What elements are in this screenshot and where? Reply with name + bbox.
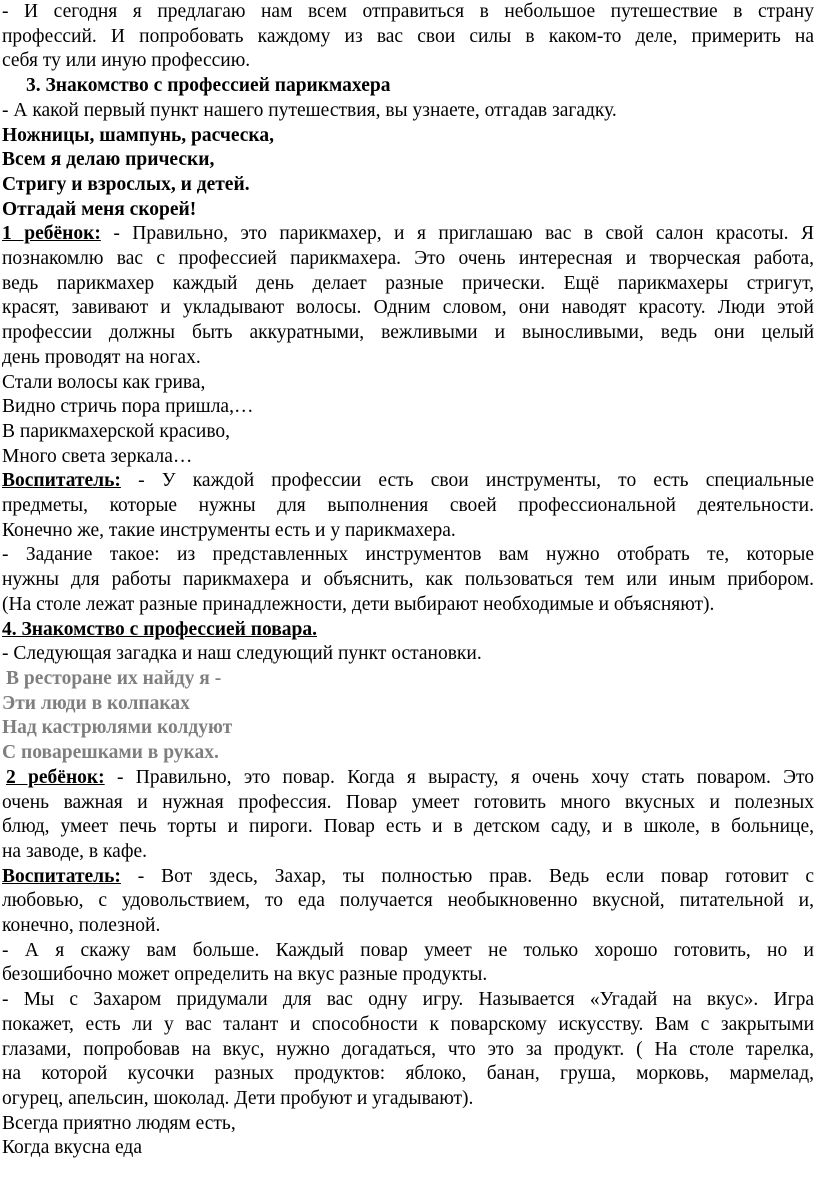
child1-line: красят, завивают и укладывают волосы. Одним словом, они наводят красоту. Люди этой bbox=[2, 297, 814, 319]
poem2-line: Всегда приятно людям есть, bbox=[2, 1112, 236, 1134]
task-line: нужны для работы парикмахера и объяснить, как пользоваться тем или иным прибором. bbox=[2, 569, 814, 591]
riddle2-line: Над кастрюлями колдуют bbox=[2, 717, 233, 739]
child1-line: ведь парикмахер каждый день делает разные прически. Ещё парикмахеры стригут, bbox=[2, 272, 814, 294]
game-line: - Мы с Захаром придумали для вас одну игру. Называется «Угадай на вкус». Игра bbox=[2, 989, 814, 1011]
teacher1-line: Конечно же, такие инструменты есть и у парикмахера. bbox=[2, 519, 456, 541]
riddle1-line: Ножницы, шампунь, расческа, bbox=[2, 124, 275, 146]
child2-line: блюд, умеет печь торты и пироги. Повар есть и в детском саду, и в школе, в больнице, bbox=[2, 816, 814, 838]
child2-line: на заводе, в кафе. bbox=[2, 840, 147, 862]
child2-first-line bbox=[2, 766, 814, 791]
intro-line: - И сегодня я предлагаю нам всем отправиться в небольшое путешествие в страну bbox=[2, 1, 814, 22]
poem1-line: Видно стричь пора пришла,… bbox=[2, 396, 254, 418]
teacher1-first-line bbox=[2, 469, 814, 494]
teacher1-label: Воспитатель: bbox=[2, 470, 121, 492]
teacher2-label: Воспитатель: bbox=[2, 865, 121, 887]
section4-question: - Следующая загадка и наш следующий пункт остановки. bbox=[2, 643, 482, 665]
riddle1-line: Отгадай меня скорей! bbox=[2, 198, 197, 220]
intro-line: себя ту или иную профессию. bbox=[2, 50, 251, 72]
teacher1-line: предметы, которые нужны для выполнения своей профессиональной деятельности. bbox=[2, 495, 814, 517]
more-line: - А я скажу вам больше. Каждый повар умеет не только хорошо готовить, но и bbox=[2, 939, 814, 961]
riddle1-line: Стригу и взрослых, и детей. bbox=[2, 173, 250, 195]
child1-first-line bbox=[2, 222, 814, 247]
task-line: (На столе лежат разные принадлежности, дети выбирают необходимые и объясняют). bbox=[2, 593, 715, 615]
child1-line: познакомлю вас с профессией парикмахера. Это очень интересная и творческая работа, bbox=[2, 248, 814, 270]
teacher2-first-line bbox=[2, 865, 814, 890]
game-line: огурец, апельсин, шоколад. Дети пробуют и угадывают). bbox=[2, 1087, 474, 1109]
section4-heading: 4. Знакомство с профессией повара. bbox=[2, 618, 317, 640]
intro-line: профессий. И попробовать каждому из вас свои силы в каком-то деле, примерить на bbox=[2, 25, 814, 47]
riddle2-line: Эти люди в колпаках bbox=[2, 692, 190, 714]
child2-label: 2 ребёнок: bbox=[6, 766, 105, 788]
game-line: покажет, есть ли у вас талант и способности к поварскому искусству. Вам с закрытыми bbox=[2, 1013, 814, 1035]
game-line: на которой кусочки разных продуктов: яблоко, банан, груша, морковь, мармелад, bbox=[2, 1063, 814, 1085]
child1-line: профессии должны быть аккуратными, вежливыми и выносливыми, ведь они целый bbox=[2, 322, 814, 344]
child2-text: - Правильно, это повар. Когда я вырасту, я очень хочу стать поваром. Это bbox=[104, 766, 815, 788]
child2-line: очень важная и нужная профессия. Повар умеет готовить много вкусных и полезных bbox=[2, 791, 814, 813]
game-line: глазами, попробовав на вкус, нужно догадаться, что это за продукт. ( На столе тарелка, bbox=[2, 1038, 814, 1060]
section3-question: - А какой первый пункт нашего путешествия, вы узнаете, отгадав загадку. bbox=[2, 99, 617, 121]
poem2-line: Когда вкусна еда bbox=[2, 1137, 143, 1159]
riddle2-line: С поварешками в руках. bbox=[2, 742, 219, 764]
task-line: - Задание такое: из представленных инструментов вам нужно отобрать те, которые bbox=[2, 544, 814, 566]
riddle1-line: Всем я делаю прически, bbox=[2, 149, 215, 171]
teacher2-line: конечно, полезной. bbox=[2, 915, 161, 937]
child1-line: день проводят на ногах. bbox=[2, 346, 201, 368]
teacher2-line: любовью, с удовольствием, то еда получается необыкновенно вкусной, питательной и, bbox=[2, 890, 814, 912]
poem1-line: Много света зеркала… bbox=[2, 445, 193, 467]
riddle2-line: В ресторане их найду я - bbox=[6, 667, 222, 689]
teacher1-text: - У каждой профессии есть свои инструменты, то есть специальные bbox=[120, 470, 814, 492]
poem1-line: Стали волосы как грива, bbox=[2, 371, 206, 393]
poem1-line: В парикмахерской красиво, bbox=[2, 420, 231, 442]
more-line: безошибочно может определить на вкус разные продукты. bbox=[2, 964, 488, 986]
teacher2-text: - Вот здесь, Захар, ты полностью прав. Ведь если повар готовит с bbox=[120, 865, 814, 887]
child1-label: 1 ребёнок: bbox=[2, 223, 101, 245]
child1-text: - Правильно, это парикмахер, и я приглашаю вас в свой салон красоты. Я bbox=[100, 223, 814, 245]
section3-heading: 3. Знакомство с профессией парикмахера bbox=[26, 75, 391, 97]
